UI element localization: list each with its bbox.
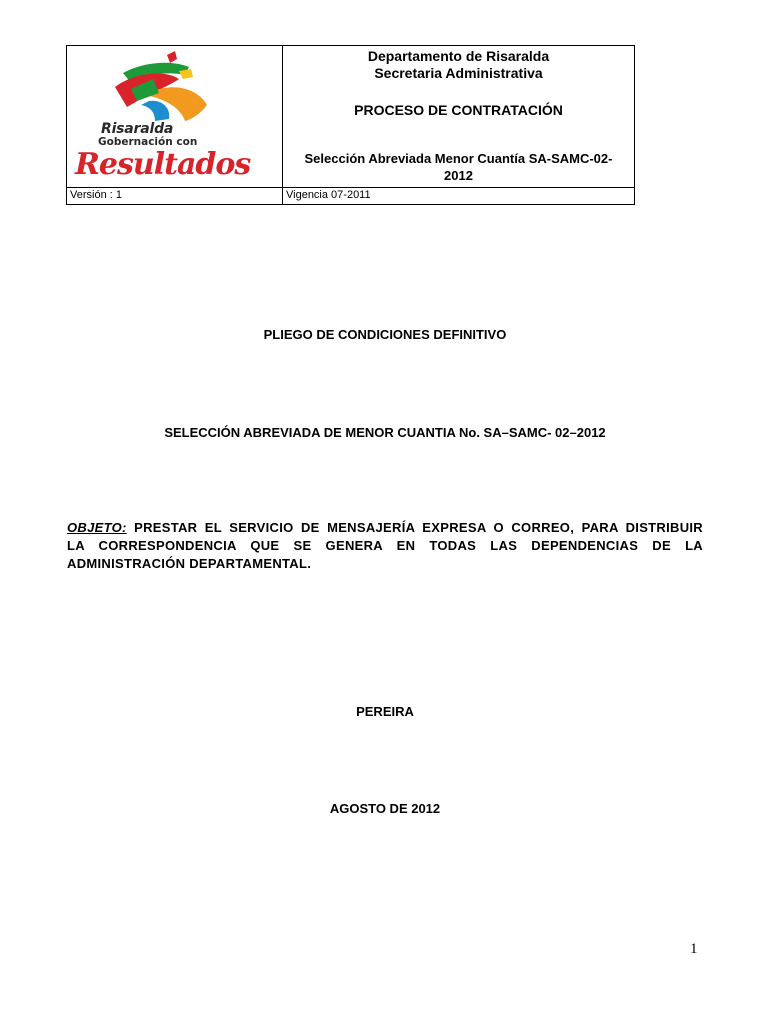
- objeto-label: OBJETO:: [67, 520, 127, 535]
- document-title: PLIEGO DE CONDICIONES DEFINITIVO: [263, 327, 507, 342]
- logo-text-resultados: Resultados: [75, 147, 251, 182]
- city-label: PEREIRA: [356, 704, 414, 719]
- header-bottom-row: [67, 187, 634, 204]
- document-subtitle: SELECCIÓN ABREVIADA DE MENOR CUANTIA No. SA–SAMC- 02–2012: [164, 425, 606, 440]
- objeto-text-1: PRESTAR EL SERVICIO DE MENSAJERÍA EXPRESA O CORREO, PARA DISTRIBUIR: [126, 520, 703, 535]
- secretariat-name: Secretaria Administrativa: [374, 65, 543, 81]
- objeto-line-1: [67, 519, 703, 537]
- page-number: 1: [690, 941, 698, 957]
- header-info-cell: [283, 46, 634, 187]
- selection-line-2: 2012: [444, 168, 473, 183]
- logo-text-gobernacion: Gobernación con: [98, 136, 198, 148]
- date-label: AGOSTO DE 2012: [329, 801, 441, 816]
- objeto-line-2: LA CORRESPONDENCIA QUE SE GENERA EN TODAS LAS DEPENDENCIAS DE LA: [67, 538, 703, 553]
- process-title: PROCESO DE CONTRATACIÓN: [354, 102, 563, 118]
- objeto-paragraph: [67, 519, 703, 573]
- header-table: [66, 45, 635, 205]
- objeto-line-3: ADMINISTRACIÓN DEPARTAMENTAL.: [67, 556, 312, 571]
- logo-cell: [67, 46, 283, 187]
- version-label: Versión : 1: [67, 188, 283, 205]
- department-name: Departamento de Risaralda: [367, 48, 550, 64]
- gobernacion-logo: [71, 49, 279, 184]
- logo-red-head: [167, 51, 177, 63]
- vigencia-label: Vigencia 07-2011: [286, 189, 371, 201]
- selection-line-1: Selección Abreviada Menor Cuantía SA-SAMC-02-: [304, 151, 613, 166]
- logo-text-risaralda: Risaralda: [101, 121, 174, 137]
- logo-blue-shape: [141, 101, 169, 121]
